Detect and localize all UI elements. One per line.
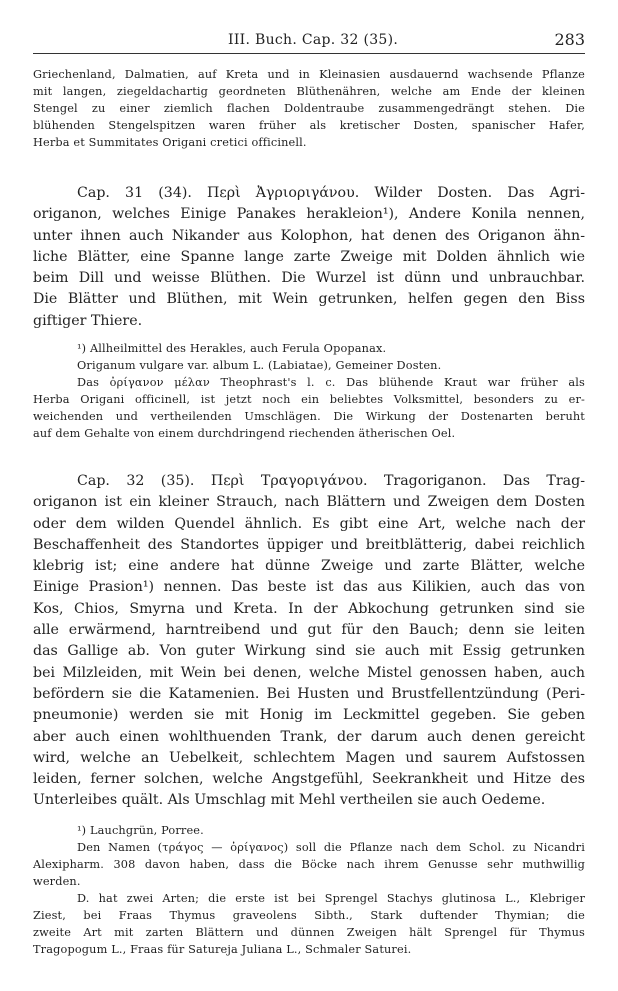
- text-line: Unterleibes quält. Als Umschlag mit Mehl vertheilen sie auch Oedeme.: [33, 792, 546, 809]
- footnote-line: auf dem Gehalte von einem durchdringend riechenden ätherischen Oel.: [33, 427, 456, 440]
- chapter-31-footnotes: [33, 340, 585, 442]
- text-line: Die Blätter und Blüthen, mit Wein getrunken, helfen gegen den Biss: [33, 291, 585, 308]
- text-line: unter ihnen auch Nikander aus Kolophon, hat denen des Origanon ähn-: [33, 227, 585, 244]
- footnote-line: Tragopogum L., Fraas für Satureja Juliana L., Schmaler Saturei.: [33, 943, 412, 956]
- text-line: das Gallige ab. Von guter Wirkung sind sie auch mit Essig getrunken: [33, 643, 585, 660]
- text-line: Stengel zu einer ziemlich flachen Doldentraube zusammengedrängt stehen. Die: [33, 102, 585, 115]
- footnote-line: Ziest, bei Fraas Thymus graveolens Sibth., Stark duftender Thymian; die: [33, 909, 585, 922]
- chapter-31-text: [33, 183, 585, 332]
- text-line: Einige Prasion¹) nennen. Das beste ist das aus Kilikien, auch das von: [33, 579, 585, 596]
- text-line: giftiger Thiere.: [33, 312, 143, 329]
- text-line: Griechenland, Dalmatien, auf Kreta und in Kleinasien ausdauernd wachsende Pflanze: [33, 68, 585, 81]
- footnote-line: Herba Origani officinell, ist jetzt noch ein beliebtes Volksmittel, besonders zu er-: [33, 393, 585, 406]
- text-line: origanon, welches Einige Panakes herakleion¹), Andere Konila nennen,: [33, 206, 585, 223]
- text-line: beim Dill und weisse Blüthen. Die Wurzel ist dünn und unbrauchbar.: [33, 270, 585, 287]
- footnote-line: werden.: [33, 875, 81, 888]
- text-line: oder dem wilden Quendel ähnlich. Es gibt eine Art, welche nach der: [33, 515, 585, 532]
- footnote-line: Alexipharm. 308 davon haben, dass die Böcke nach ihrem Genusse sehr muthwillig: [33, 858, 585, 871]
- text-line: mit langen, ziegeldachartig geordneten Blüthenähren, welche am Ende der kleinen: [33, 85, 585, 98]
- text-line: leiden, ferner solchen, welche Angstgefühl, Seekrankheit und Hitze des: [33, 771, 585, 788]
- text-line: Herba et Summitates Origani cretici officinell.: [33, 136, 307, 149]
- running-title: III. Buch. Cap. 32 (35).: [228, 32, 399, 48]
- text-line: Beschaffenheit des Standortes üppiger und breitblätterig, dabei reichlich: [33, 536, 585, 553]
- footnote-line: ¹) Allheilmittel des Herakles, auch Ferula Opopanax.: [77, 342, 387, 355]
- footnote-line: Origanum vulgare var. album L. (Labiatae), Gemeiner Dosten.: [77, 359, 442, 372]
- text-line: pneumonie) werden sie mit Honig im Leckmittel gegeben. Sie geben: [33, 707, 585, 724]
- footnote-line: weichenden und vertheilenden Umschlägen. Die Wirkung der Dostenarten beruht: [33, 410, 585, 423]
- text-line: Kos, Chios, Smyrna und Kreta. In der Abkochung getrunken sind sie: [33, 600, 585, 617]
- text-line: befördern sie die Katamenien. Bei Husten und Brustfellentzündung (Peri-: [33, 685, 585, 702]
- chapter-heading-line: Cap. 32 (35). Περὶ Τραγοριγάνου. Tragoriganon. Das Trag-: [77, 473, 585, 489]
- footnote-line: zweite Art mit zarten Blättern und dünnen Zweigen hält Sprengel für Thymus: [33, 926, 585, 939]
- page-number: 283: [554, 30, 585, 49]
- footnote-line: ¹) Lauchgrün, Porree.: [77, 824, 204, 837]
- text-line: bei Milzleiden, mit Wein bei denen, welche Mistel genossen haben, auch: [33, 664, 585, 681]
- header-rule: [33, 53, 585, 54]
- text-line: klebrig ist; eine andere hat dünne Zweige und zarte Blätter, welche: [33, 558, 585, 575]
- footnote-line: D. hat zwei Arten; die erste ist bei Sprengel Stachys glutinosa L., Klebriger: [77, 892, 585, 905]
- text-line: alle erwärmend, harntreibend und gut für den Bauch; denn sie leiten: [33, 622, 585, 639]
- chapter-heading-line: Cap. 31 (34). Περὶ Ἀγριοριγάνου. Wilder Dosten. Das Agri-: [77, 185, 585, 201]
- continuation-paragraph: [33, 66, 585, 151]
- text-line: liche Blätter, eine Spanne lange zarte Zweige mit Dolden ähnlich wie: [33, 248, 585, 265]
- chapter-32-footnotes: [33, 822, 585, 958]
- text-line: blühenden Stengelspitzen waren früher als kretischer Dosten, spanischer Hafer,: [33, 119, 585, 132]
- footnote-line: Das ὀρίγανον μέλαν Theophrast's l. c. Das blühende Kraut war früher als: [77, 376, 585, 389]
- footnote-line: Den Namen (τράγος — ὀρίγανος) soll die Pflanze nach dem Schol. zu Nicandri: [77, 841, 585, 854]
- page-header: [33, 30, 585, 52]
- text-line: origanon ist ein kleiner Strauch, nach Blättern und Zweigen dem Dosten: [33, 494, 585, 511]
- text-line: aber auch einen wohlthuenden Trank, der darum auch denen gereicht: [33, 728, 585, 745]
- text-line: wird, welche an Uebelkeit, schlechtem Magen und saurem Aufstossen: [33, 749, 585, 766]
- chapter-32-text: [33, 471, 585, 812]
